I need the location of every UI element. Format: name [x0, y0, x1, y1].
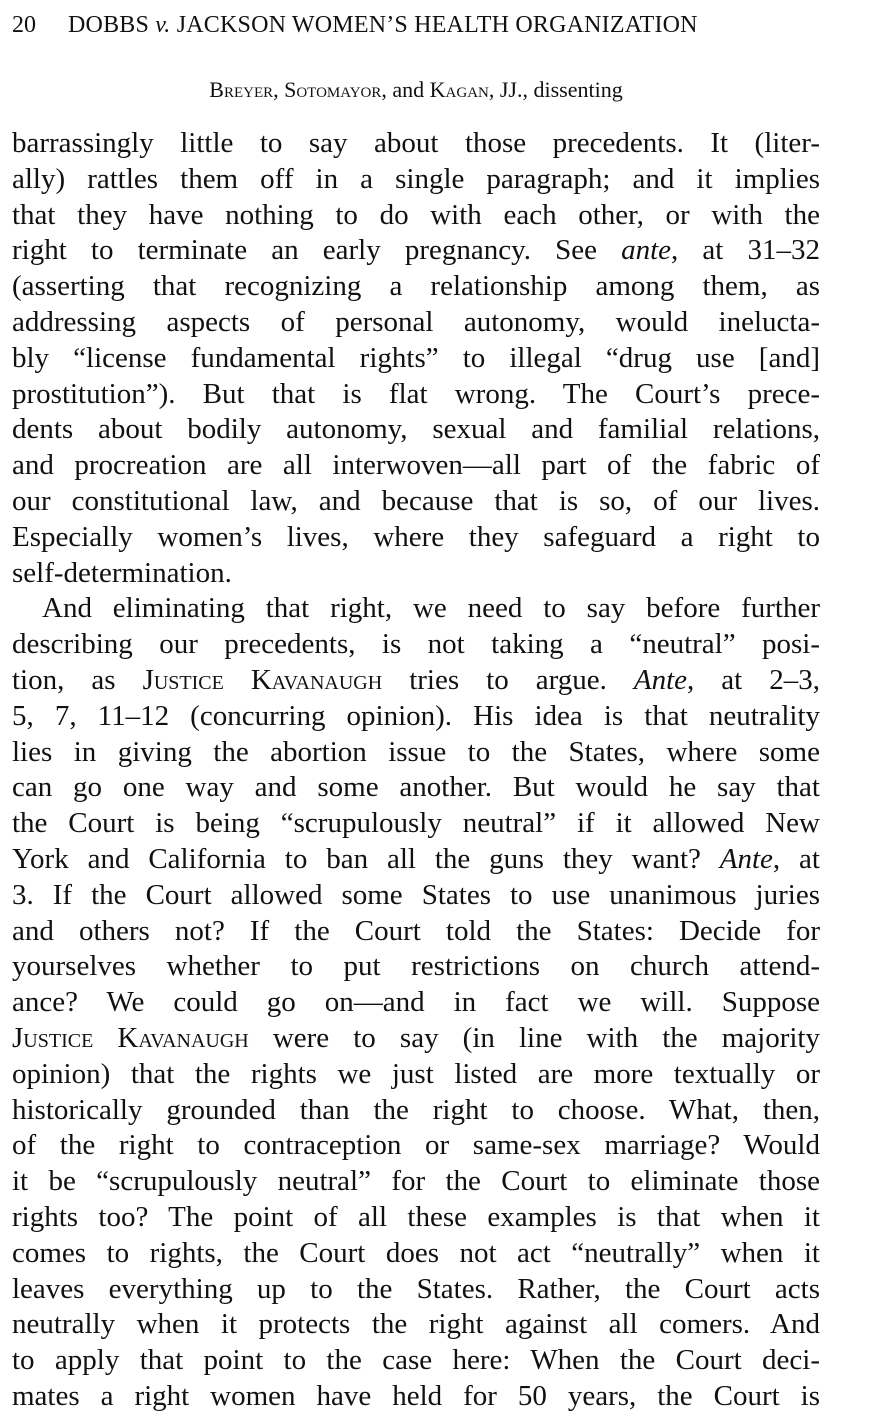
text-line [12, 770, 820, 806]
text-segment: and procreation are all interwoven—all part of the fabric of [12, 449, 820, 482]
text-segment: opinion) that the rights we just listed are more textually or [12, 1057, 820, 1090]
case-title [68, 12, 698, 38]
citation-signal: Ante [633, 663, 688, 696]
text-segment: were to say (in line with the majority [248, 1021, 820, 1054]
text-segment: comes to rights, the Court does not act “neutrally” when it [12, 1236, 820, 1269]
text-line [12, 699, 820, 735]
text-line [12, 341, 820, 377]
text-line [12, 1093, 820, 1129]
text-segment: ally) rattles them off in a single paragraph; and it implies [12, 162, 820, 195]
text-line [12, 305, 820, 341]
text-line [12, 1021, 820, 1057]
text-segment: barrassingly little to say about those precedents. It (liter- [12, 127, 820, 159]
justice-reference: Justice Kavanaugh [12, 1021, 249, 1054]
text-segment: , at 31–32 [671, 234, 820, 267]
text-line [12, 377, 820, 413]
text-segment: can go one way and some another. But would he say that [12, 771, 820, 804]
text-line [12, 627, 820, 663]
text-segment: it be “scrupulously neutral” for the Court to eliminate those [12, 1165, 820, 1198]
text-line [12, 1200, 820, 1236]
text-segment: 3. If the Court allowed some States to use unanimous juries [12, 878, 820, 911]
text-segment: mates a right women have held for 50 years, the Court is [12, 1379, 820, 1412]
citation-signal: ante [621, 234, 672, 267]
justice-name: Kagan [429, 77, 489, 102]
text-line [12, 484, 820, 520]
text-segment: describing our precedents, is not taking a “neutral” posi- [12, 628, 820, 661]
text-line [12, 1307, 820, 1343]
text-line [12, 1343, 820, 1379]
text-line [12, 1128, 820, 1164]
text-line [12, 126, 820, 162]
text-line [12, 412, 820, 448]
text-segment: tries to argue. [382, 663, 634, 696]
opinion-heading [0, 74, 832, 106]
text-segment: our constitutional law, and because that is so, of our lives. [12, 484, 820, 517]
text-segment: ance? We could go on—and in fact we will. Suppose [12, 986, 820, 1019]
text-line [12, 233, 820, 269]
text-line [12, 949, 820, 985]
text-line [12, 520, 820, 556]
text-segment: 5, 7, 11–12 (concurring opinion). His idea is that neutrality [12, 699, 820, 732]
text-segment: And eliminating that right, we need to say before further [42, 592, 820, 625]
text-segment: yourselves whether to put restrictions on church attend- [12, 950, 820, 983]
case-title-versus: v. [155, 12, 171, 38]
text-segment: rights too? The point of all these examples is that when it [12, 1200, 820, 1233]
text-line [12, 806, 820, 842]
case-title-part: DOBBS [68, 12, 156, 38]
text-line [12, 914, 820, 950]
text-line [12, 985, 820, 1021]
citation-signal: Ante [719, 842, 773, 875]
text-line [12, 735, 820, 771]
text-line [12, 556, 820, 592]
heading-separator: , and [381, 77, 430, 102]
text-line [12, 1236, 820, 1272]
justice-name: Breyer [209, 77, 274, 102]
text-segment: dents about bodily autonomy, sexual and familial relations, [12, 413, 820, 446]
text-segment: the Court is being “scrupulously neutral” if it allowed New [12, 807, 820, 840]
text-segment: to apply that point to the case here: When the Court deci- [12, 1344, 820, 1377]
text-segment: neutrally when it protects the right against all comers. And [12, 1308, 820, 1341]
text-segment: , at [772, 842, 820, 875]
text-line [12, 269, 820, 305]
text-line [12, 842, 820, 878]
text-segment: tion, as [12, 663, 143, 696]
text-segment: self-determination. [12, 556, 232, 589]
text-segment: York and California to ban all the guns they want? [12, 842, 720, 875]
running-head [12, 8, 862, 42]
justice-name: Sotomayor [284, 77, 382, 102]
text-line [12, 663, 820, 699]
text-segment: leaves everything up to the States. Rather, the Court acts [12, 1272, 820, 1305]
text-segment: of the right to contraception or same-sex marriage? Would [12, 1129, 820, 1162]
justice-reference: Justice Kavanaugh [142, 663, 383, 696]
text-segment: bly “license fundamental rights” to illegal “drug use [and] [12, 341, 820, 374]
text-segment: historically grounded than the right to choose. What, then, [12, 1093, 820, 1126]
text-line [12, 198, 820, 234]
text-segment: addressing aspects of personal autonomy, would inelucta- [12, 305, 820, 338]
page-number: 20 [12, 12, 36, 38]
text-segment: that they have nothing to do with each other, or with the [12, 198, 820, 231]
opinion-body-text [12, 126, 820, 1415]
text-segment: Especially women’s lives, where they safeguard a right to [12, 520, 820, 553]
text-line [12, 878, 820, 914]
text-segment: and others not? If the Court told the States: Decide for [12, 914, 820, 947]
text-line [12, 448, 820, 484]
text-line [12, 591, 820, 627]
text-segment: , at 2–3, [687, 663, 820, 696]
text-line [12, 1379, 820, 1415]
text-segment: right to terminate an early pregnancy. See [12, 234, 622, 267]
heading-separator: , [273, 77, 285, 102]
text-segment: (asserting that recognizing a relationship among them, as [12, 270, 820, 303]
heading-suffix: , JJ., dissenting [488, 77, 623, 102]
text-segment: lies in giving the abortion issue to the States, where some [12, 735, 820, 768]
text-line [12, 1272, 820, 1308]
text-line [12, 1164, 820, 1200]
case-title-part: JACKSON WOMEN’S HEALTH ORGANIZATION [170, 12, 698, 38]
text-line [12, 1057, 820, 1093]
text-line [12, 162, 820, 198]
text-segment: prostitution”). But that is flat wrong. The Court’s prece- [12, 377, 820, 410]
